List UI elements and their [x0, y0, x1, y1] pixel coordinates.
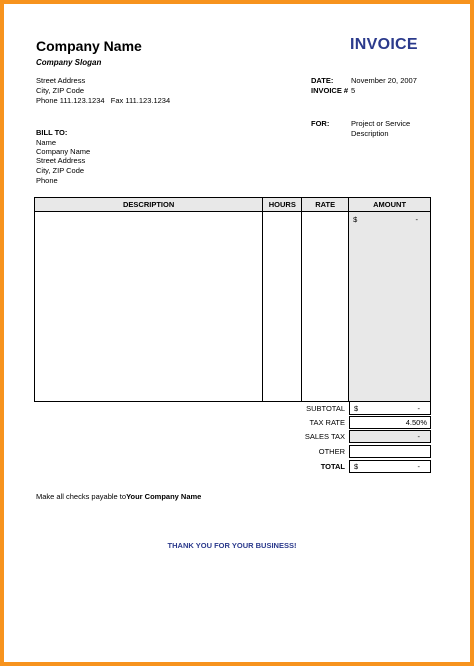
checks-payable-prefix: Make all checks payable to [36, 492, 127, 501]
subtotal-currency: $ [354, 403, 359, 413]
invoice-number-value: 5 [351, 86, 356, 95]
total-box [349, 460, 431, 473]
rate-cell[interactable] [302, 212, 349, 402]
table-row [35, 212, 431, 402]
tax-rate-value: 4.50% [405, 418, 427, 427]
for-label: FOR: [311, 119, 330, 128]
tax-rate-box[interactable] [349, 416, 431, 429]
bill-to-label: BILL TO: [36, 128, 68, 137]
subtotal-label: SUBTOTAL [306, 404, 345, 413]
amount-cell [349, 212, 431, 402]
company-city: City, ZIP Code [36, 86, 85, 95]
for-value-line2: Description [351, 129, 389, 138]
amount-value: - [415, 215, 418, 224]
subtotal-box [349, 402, 431, 415]
table-header-row [35, 198, 431, 212]
total-value: - [417, 462, 420, 471]
for-value-line1: Project or Service [351, 119, 411, 128]
other-row [250, 445, 431, 458]
tax-rate-row [250, 416, 431, 429]
sales-tax-label: SALES TAX [304, 432, 345, 441]
bill-to-city: City, ZIP Code [36, 166, 85, 175]
subtotal-value: - [417, 403, 420, 413]
header-rate: RATE [302, 198, 349, 212]
date-value: November 20, 2007 [351, 76, 417, 85]
header-hours: HOURS [263, 198, 302, 212]
subtotal-row [250, 402, 431, 415]
amount-currency: $ [353, 215, 358, 224]
invoice-number-label: INVOICE # [311, 86, 349, 95]
company-street: Street Address [36, 76, 86, 85]
header-amount: AMOUNT [349, 198, 431, 212]
sales-tax-value: - [417, 432, 420, 441]
sales-tax-box [349, 430, 431, 443]
checks-payable-note [36, 492, 201, 502]
sales-tax-row [250, 430, 431, 443]
date-label: DATE: [311, 76, 334, 85]
thank-you-message: THANK YOU FOR YOUR BUSINESS! [167, 541, 297, 550]
bill-to-phone: Phone [36, 176, 58, 185]
hours-cell[interactable] [263, 212, 302, 402]
other-box[interactable] [349, 445, 431, 458]
tax-rate-label: TAX RATE [309, 418, 345, 427]
description-cell[interactable] [35, 212, 263, 402]
company-slogan: Company Slogan [36, 58, 102, 67]
checks-payable-company: Your Company Name [126, 492, 202, 501]
bill-to-name: Name [36, 138, 57, 147]
total-row [250, 460, 431, 473]
header-description: DESCRIPTION [35, 198, 263, 212]
line-items-table [34, 197, 431, 402]
invoice-title: INVOICE [350, 36, 418, 53]
bill-to-street: Street Address [36, 156, 86, 165]
bill-to-company: Company Name [36, 147, 91, 156]
total-label: TOTAL [320, 462, 345, 471]
other-label: OTHER [318, 447, 345, 456]
total-currency: $ [354, 462, 359, 471]
company-phone-fax: Phone 111.123.1234 Fax 111.123.1234 [36, 96, 171, 105]
company-name: Company Name [36, 38, 142, 54]
